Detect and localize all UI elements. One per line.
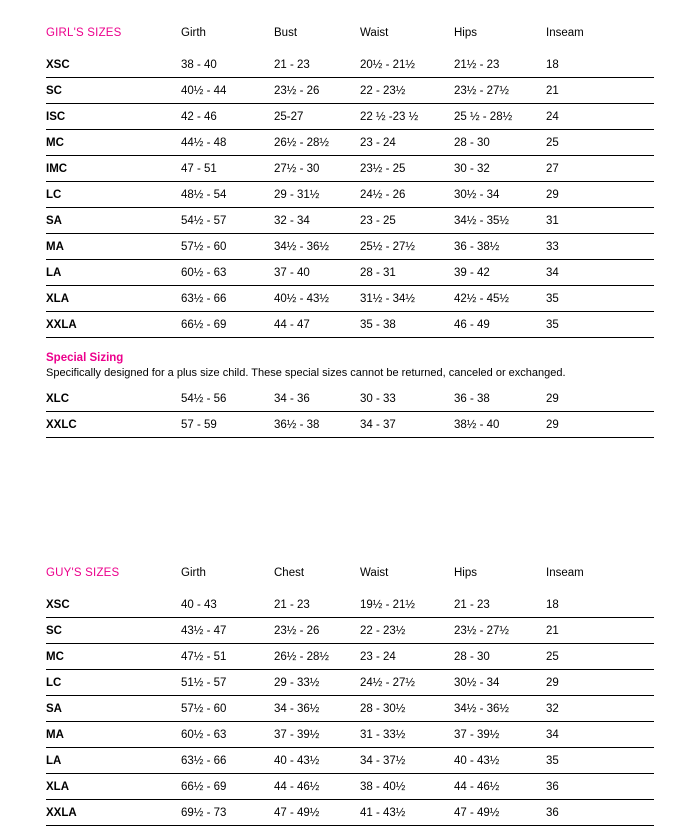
table-row [46,104,654,130]
guys-column-hips: Hips [454,567,478,579]
inseam-value: 21 [546,78,654,104]
size-code: XXLA [46,312,181,338]
special-sizing-note: Specifically designed for a plus size child. These special sizes cannot be returned, canceled or exchanged. [46,367,566,379]
size-code: LA [46,747,181,773]
size-code: XXLC [46,411,181,437]
girth-value: 40½ - 44 [181,78,274,104]
bust-value: 26½ - 28½ [274,130,360,156]
hips-value: 30½ - 34 [454,669,546,695]
girls-sizes-title: GIRL'S SIZES [46,27,122,40]
bust-value: 29 - 31½ [274,182,360,208]
waist-value: 34 - 37½ [360,747,454,773]
size-code: XLC [46,386,181,412]
table-row [46,182,654,208]
hips-value: 23½ - 27½ [454,78,546,104]
size-code: XLA [46,286,181,312]
hips-value: 40 - 43½ [454,747,546,773]
bust-value: 25-27 [274,104,360,130]
chest-value: 37 - 39½ [274,721,360,747]
special-sizing-table [46,386,654,438]
guys-table-body [46,592,654,826]
table-row [46,234,654,260]
table-row [46,286,654,312]
size-code: XXLA [46,799,181,825]
size-code: MA [46,721,181,747]
guys-column-inseam: Inseam [546,567,584,579]
waist-value: 35 - 38 [360,312,454,338]
waist-value: 25½ - 27½ [360,234,454,260]
chest-value: 26½ - 28½ [274,643,360,669]
inseam-value: 18 [546,52,654,78]
inseam-value: 36 [546,799,654,825]
hips-value: 21½ - 23 [454,52,546,78]
chest-value: 40 - 43½ [274,747,360,773]
table-row [46,130,654,156]
girls-column-girth: Girth [181,27,206,40]
girth-value: 69½ - 73 [181,799,274,825]
girls-table-header-row [46,16,654,52]
inseam-value: 25 [546,643,654,669]
bust-value: 36½ - 38 [274,411,360,437]
waist-value: 23 - 24 [360,130,454,156]
table-row [46,260,654,286]
inseam-value: 18 [546,592,654,618]
girth-value: 57 - 59 [181,411,274,437]
waist-value: 34 - 37 [360,411,454,437]
hips-value: 44 - 46½ [454,773,546,799]
girth-value: 43½ - 47 [181,617,274,643]
inseam-value: 34 [546,260,654,286]
guys-column-girth: Girth [181,567,206,579]
hips-value: 21 - 23 [454,592,546,618]
size-code: XLA [46,773,181,799]
guys-sizes-title: GUY'S SIZES [46,567,120,579]
inseam-value: 33 [546,234,654,260]
hips-value: 23½ - 27½ [454,617,546,643]
waist-value: 24½ - 26 [360,182,454,208]
inseam-value: 35 [546,747,654,773]
girth-value: 47½ - 51 [181,643,274,669]
hips-value: 47 - 49½ [454,799,546,825]
waist-value: 23 - 25 [360,208,454,234]
waist-value: 30 - 33 [360,386,454,412]
size-code: SC [46,78,181,104]
girls-column-bust: Bust [274,27,298,40]
table-row [46,617,654,643]
size-code: MC [46,130,181,156]
hips-value: 36 - 38 [454,386,546,412]
inseam-value: 31 [546,208,654,234]
table-row [46,78,654,104]
inseam-value: 29 [546,386,654,412]
table-row [46,156,654,182]
table-row [46,747,654,773]
inseam-value: 35 [546,286,654,312]
hips-value: 30 - 32 [454,156,546,182]
section-spacer [46,438,654,556]
hips-value: 34½ - 35½ [454,208,546,234]
inseam-value: 34 [546,721,654,747]
inseam-value: 25 [546,130,654,156]
girls-column-hips: Hips [454,27,478,40]
size-chart-document [0,16,700,826]
waist-value: 41 - 43½ [360,799,454,825]
inseam-value: 29 [546,669,654,695]
girth-value: 63½ - 66 [181,286,274,312]
girth-value: 54½ - 56 [181,386,274,412]
inseam-value: 36 [546,773,654,799]
waist-value: 28 - 30½ [360,695,454,721]
size-code: XSC [46,592,181,618]
girth-value: 38 - 40 [181,52,274,78]
guys-column-chest: Chest [274,567,305,579]
girth-value: 47 - 51 [181,156,274,182]
special-sizing-block [46,338,654,386]
inseam-value: 29 [546,182,654,208]
special-table-body [46,386,654,438]
hips-value: 28 - 30 [454,643,546,669]
girth-value: 60½ - 63 [181,260,274,286]
hips-value: 37 - 39½ [454,721,546,747]
size-code: LC [46,182,181,208]
size-code: SA [46,695,181,721]
chest-value: 29 - 33½ [274,669,360,695]
table-row [46,312,654,338]
waist-value: 23½ - 25 [360,156,454,182]
table-row [46,669,654,695]
size-code: XSC [46,52,181,78]
bust-value: 34 - 36 [274,386,360,412]
bust-value: 32 - 34 [274,208,360,234]
waist-value: 38 - 40½ [360,773,454,799]
girth-value: 63½ - 66 [181,747,274,773]
waist-value: 31 - 33½ [360,721,454,747]
special-sizing-title: Special Sizing [46,352,124,364]
guys-table-header-row [46,556,654,592]
chest-value: 21 - 23 [274,592,360,618]
girth-value: 57½ - 60 [181,234,274,260]
size-code: MA [46,234,181,260]
waist-value: 20½ - 21½ [360,52,454,78]
girth-value: 51½ - 57 [181,669,274,695]
guys-column-waist: Waist [360,567,389,579]
size-code: IMC [46,156,181,182]
girth-value: 40 - 43 [181,592,274,618]
hips-value: 36 - 38½ [454,234,546,260]
waist-value: 24½ - 27½ [360,669,454,695]
table-row [46,643,654,669]
girls-column-inseam: Inseam [546,27,584,40]
inseam-value: 24 [546,104,654,130]
waist-value: 22 - 23½ [360,617,454,643]
bust-value: 44 - 47 [274,312,360,338]
hips-value: 46 - 49 [454,312,546,338]
waist-value: 22 ½ -23 ½ [360,104,454,130]
waist-value: 22 - 23½ [360,78,454,104]
inseam-value: 35 [546,312,654,338]
waist-value: 31½ - 34½ [360,286,454,312]
waist-value: 19½ - 21½ [360,592,454,618]
girth-value: 54½ - 57 [181,208,274,234]
chest-value: 47 - 49½ [274,799,360,825]
guys-sizes-table [46,556,654,826]
size-code: ISC [46,104,181,130]
girth-value: 60½ - 63 [181,721,274,747]
bust-value: 21 - 23 [274,52,360,78]
table-row [46,52,654,78]
table-row [46,386,654,412]
hips-value: 39 - 42 [454,260,546,286]
bust-value: 40½ - 43½ [274,286,360,312]
inseam-value: 32 [546,695,654,721]
waist-value: 28 - 31 [360,260,454,286]
table-row [46,799,654,825]
bust-value: 37 - 40 [274,260,360,286]
girls-sizes-table [46,16,654,338]
size-code: MC [46,643,181,669]
bust-value: 23½ - 26 [274,78,360,104]
hips-value: 38½ - 40 [454,411,546,437]
table-row [46,773,654,799]
chest-value: 34 - 36½ [274,695,360,721]
inseam-value: 21 [546,617,654,643]
bust-value: 34½ - 36½ [274,234,360,260]
bust-value: 27½ - 30 [274,156,360,182]
table-row [46,592,654,618]
hips-value: 30½ - 34 [454,182,546,208]
chest-value: 23½ - 26 [274,617,360,643]
table-row [46,208,654,234]
girth-value: 42 - 46 [181,104,274,130]
size-code: SC [46,617,181,643]
girth-value: 66½ - 69 [181,773,274,799]
hips-value: 34½ - 36½ [454,695,546,721]
table-row [46,695,654,721]
chest-value: 44 - 46½ [274,773,360,799]
girls-table-body [46,52,654,338]
girth-value: 66½ - 69 [181,312,274,338]
girth-value: 44½ - 48 [181,130,274,156]
girth-value: 48½ - 54 [181,182,274,208]
girth-value: 57½ - 60 [181,695,274,721]
table-row [46,721,654,747]
top-spacer [0,0,700,16]
hips-value: 42½ - 45½ [454,286,546,312]
inseam-value: 27 [546,156,654,182]
table-row [46,411,654,437]
hips-value: 25 ½ - 28½ [454,104,546,130]
size-code: LC [46,669,181,695]
girls-column-waist: Waist [360,27,389,40]
size-code: SA [46,208,181,234]
size-code: LA [46,260,181,286]
inseam-value: 29 [546,411,654,437]
hips-value: 28 - 30 [454,130,546,156]
waist-value: 23 - 24 [360,643,454,669]
